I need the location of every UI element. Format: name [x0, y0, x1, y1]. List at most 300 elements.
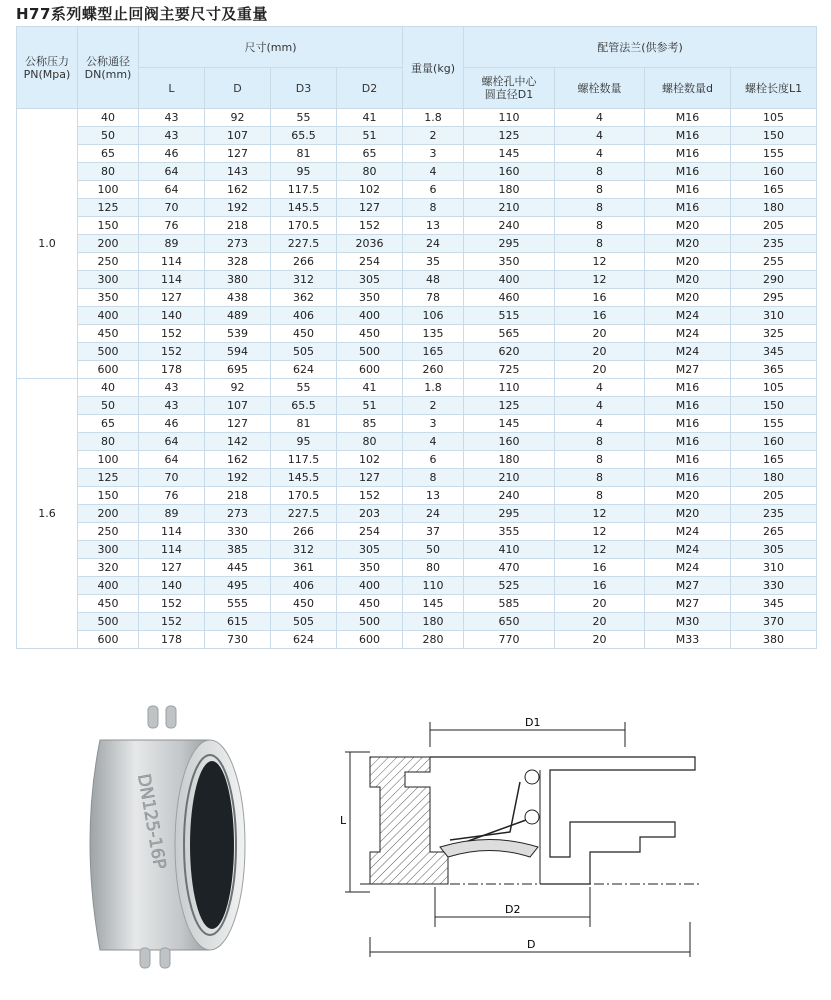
- cell-D3: 450: [271, 595, 337, 613]
- cell-D3: 312: [271, 271, 337, 289]
- header-row-1: [17, 27, 817, 68]
- cell-bolt-count: 16: [555, 289, 645, 307]
- cell-bolt-length: 160: [731, 433, 817, 451]
- cell-L: 140: [139, 307, 205, 325]
- cell-dn: 50: [78, 397, 139, 415]
- cell-dn: 50: [78, 127, 139, 145]
- cell-bolt-center: 125: [464, 397, 555, 415]
- cell-bolt-size: M30: [645, 613, 731, 631]
- table-row: [17, 613, 817, 631]
- cell-bolt-center: 240: [464, 487, 555, 505]
- cell-bolt-length: 105: [731, 379, 817, 397]
- cell-D2: 600: [337, 361, 403, 379]
- cell-bolt-count: 4: [555, 415, 645, 433]
- cell-D3: 266: [271, 253, 337, 271]
- cell-D: 218: [205, 217, 271, 235]
- cell-dn: 250: [78, 523, 139, 541]
- table-row: [17, 523, 817, 541]
- header-bolt-center-line2: 圆直径D1: [484, 88, 534, 101]
- header-bolt-center: [464, 68, 555, 109]
- header-D2: D2: [337, 68, 403, 109]
- cell-dn: 200: [78, 235, 139, 253]
- cell-bolt-center: 145: [464, 145, 555, 163]
- table-row: [17, 181, 817, 199]
- cell-weight: 6: [403, 451, 464, 469]
- cell-D3: 406: [271, 577, 337, 595]
- cell-L: 46: [139, 145, 205, 163]
- label-D1: D1: [525, 716, 541, 729]
- cell-L: 178: [139, 631, 205, 649]
- cell-bolt-center: 160: [464, 163, 555, 181]
- table-row: [17, 433, 817, 451]
- cell-dn: 600: [78, 361, 139, 379]
- table-row: [17, 541, 817, 559]
- cell-weight: 2: [403, 397, 464, 415]
- cell-D2: 2036: [337, 235, 403, 253]
- cell-L: 114: [139, 271, 205, 289]
- table-row: [17, 145, 817, 163]
- cell-bolt-length: 205: [731, 487, 817, 505]
- cell-bolt-center: 110: [464, 379, 555, 397]
- cell-weight: 280: [403, 631, 464, 649]
- cell-D3: 145.5: [271, 199, 337, 217]
- cell-weight: 110: [403, 577, 464, 595]
- cell-bolt-size: M27: [645, 361, 731, 379]
- cell-D2: 500: [337, 613, 403, 631]
- cell-dn: 65: [78, 145, 139, 163]
- table-row: [17, 217, 817, 235]
- cell-bolt-size: M16: [645, 199, 731, 217]
- cell-D: 489: [205, 307, 271, 325]
- cell-L: 89: [139, 505, 205, 523]
- cell-bolt-length: 205: [731, 217, 817, 235]
- cell-dn: 80: [78, 163, 139, 181]
- cell-bolt-center: 400: [464, 271, 555, 289]
- cell-D: 192: [205, 199, 271, 217]
- header-pn-line2: PN(Mpa): [23, 67, 71, 81]
- cell-bolt-count: 8: [555, 433, 645, 451]
- header-pn-line1: 公称压力: [25, 54, 69, 68]
- page-title: H77系列蝶型止回阀主要尺寸及重量: [16, 5, 268, 23]
- cell-bolt-count: 8: [555, 451, 645, 469]
- cell-D2: 85: [337, 415, 403, 433]
- cell-D: 92: [205, 109, 271, 127]
- cell-bolt-size: M20: [645, 289, 731, 307]
- cell-bolt-count: 8: [555, 217, 645, 235]
- cell-L: 64: [139, 181, 205, 199]
- cell-D2: 41: [337, 379, 403, 397]
- cell-D: 385: [205, 541, 271, 559]
- cell-D2: 152: [337, 217, 403, 235]
- cell-dn: 125: [78, 469, 139, 487]
- cell-D2: 102: [337, 451, 403, 469]
- cell-D: 615: [205, 613, 271, 631]
- table-row: [17, 577, 817, 595]
- table-row: [17, 397, 817, 415]
- cell-bolt-count: 16: [555, 559, 645, 577]
- cell-bolt-center: 650: [464, 613, 555, 631]
- cell-dn: 300: [78, 541, 139, 559]
- cell-bolt-length: 150: [731, 127, 817, 145]
- cell-weight: 4: [403, 433, 464, 451]
- cell-D2: 102: [337, 181, 403, 199]
- table-row: [17, 361, 817, 379]
- cell-weight: 260: [403, 361, 464, 379]
- cell-bolt-center: 125: [464, 127, 555, 145]
- cell-bolt-center: 515: [464, 307, 555, 325]
- cell-bolt-center: 240: [464, 217, 555, 235]
- cell-D: 127: [205, 145, 271, 163]
- table-row: [17, 379, 817, 397]
- cell-bolt-count: 20: [555, 631, 645, 649]
- cell-dn: 450: [78, 595, 139, 613]
- table-row: [17, 451, 817, 469]
- header-bolt-count: 螺栓数量: [555, 68, 645, 109]
- valve-photo: [60, 700, 250, 980]
- cell-bolt-count: 4: [555, 397, 645, 415]
- cell-weight: 24: [403, 235, 464, 253]
- cell-weight: 106: [403, 307, 464, 325]
- cell-D: 127: [205, 415, 271, 433]
- cell-bolt-count: 12: [555, 505, 645, 523]
- cell-bolt-count: 8: [555, 181, 645, 199]
- cell-D: 107: [205, 397, 271, 415]
- cell-bolt-center: 470: [464, 559, 555, 577]
- cell-L: 152: [139, 595, 205, 613]
- cell-bolt-center: 725: [464, 361, 555, 379]
- cell-bolt-size: M16: [645, 109, 731, 127]
- cell-D2: 51: [337, 127, 403, 145]
- cell-weight: 1.8: [403, 109, 464, 127]
- cell-bolt-length: 265: [731, 523, 817, 541]
- cell-bolt-count: 16: [555, 577, 645, 595]
- cell-dn: 300: [78, 271, 139, 289]
- cell-bolt-size: M16: [645, 145, 731, 163]
- cell-bolt-length: 295: [731, 289, 817, 307]
- cell-D: 594: [205, 343, 271, 361]
- cell-dn: 250: [78, 253, 139, 271]
- cell-dn: 100: [78, 181, 139, 199]
- table-row: [17, 415, 817, 433]
- cell-D2: 41: [337, 109, 403, 127]
- header-D: D: [205, 68, 271, 109]
- cell-bolt-length: 165: [731, 451, 817, 469]
- valve-lugs-top: [148, 706, 176, 728]
- cell-D3: 227.5: [271, 505, 337, 523]
- cell-bolt-size: M24: [645, 559, 731, 577]
- cell-bolt-size: M27: [645, 577, 731, 595]
- cell-bolt-center: 110: [464, 109, 555, 127]
- cell-bolt-size: M16: [645, 433, 731, 451]
- cell-weight: 145: [403, 595, 464, 613]
- cell-L: 76: [139, 487, 205, 505]
- cell-dn: 600: [78, 631, 139, 649]
- cell-bolt-length: 155: [731, 415, 817, 433]
- cell-bolt-length: 305: [731, 541, 817, 559]
- cell-bolt-size: M16: [645, 163, 731, 181]
- cell-bolt-length: 255: [731, 253, 817, 271]
- cell-weight: 78: [403, 289, 464, 307]
- table-row: [17, 199, 817, 217]
- cell-D: 330: [205, 523, 271, 541]
- cell-L: 64: [139, 451, 205, 469]
- cell-D3: 170.5: [271, 487, 337, 505]
- cell-D3: 170.5: [271, 217, 337, 235]
- cell-weight: 4: [403, 163, 464, 181]
- cell-bolt-count: 12: [555, 523, 645, 541]
- cell-bolt-center: 160: [464, 433, 555, 451]
- cell-dn: 320: [78, 559, 139, 577]
- cell-bolt-length: 330: [731, 577, 817, 595]
- cell-D3: 312: [271, 541, 337, 559]
- cell-D3: 624: [271, 631, 337, 649]
- cell-bolt-center: 210: [464, 469, 555, 487]
- cell-dn: 400: [78, 307, 139, 325]
- cell-L: 64: [139, 433, 205, 451]
- cell-bolt-length: 310: [731, 307, 817, 325]
- cell-bolt-center: 295: [464, 505, 555, 523]
- cell-bolt-length: 310: [731, 559, 817, 577]
- cell-D: 495: [205, 577, 271, 595]
- cell-bolt-center: 585: [464, 595, 555, 613]
- hinge-pin-top: [525, 770, 539, 784]
- cell-D3: 505: [271, 343, 337, 361]
- table-row: [17, 127, 817, 145]
- cell-weight: 6: [403, 181, 464, 199]
- cell-dn: 500: [78, 343, 139, 361]
- cell-weight: 37: [403, 523, 464, 541]
- cell-bolt-count: 4: [555, 109, 645, 127]
- cell-bolt-length: 235: [731, 505, 817, 523]
- cell-bolt-count: 12: [555, 541, 645, 559]
- cell-L: 140: [139, 577, 205, 595]
- cell-bolt-center: 770: [464, 631, 555, 649]
- cell-bolt-center: 295: [464, 235, 555, 253]
- cell-bolt-count: 8: [555, 469, 645, 487]
- cell-D3: 117.5: [271, 451, 337, 469]
- cell-D: 192: [205, 469, 271, 487]
- cell-D: 218: [205, 487, 271, 505]
- cell-D: 162: [205, 451, 271, 469]
- cell-L: 43: [139, 109, 205, 127]
- cell-bolt-count: 8: [555, 163, 645, 181]
- cell-D: 162: [205, 181, 271, 199]
- cell-bolt-center: 460: [464, 289, 555, 307]
- cell-L: 70: [139, 199, 205, 217]
- cell-L: 43: [139, 127, 205, 145]
- cell-D3: 65.5: [271, 397, 337, 415]
- cell-bolt-size: M16: [645, 127, 731, 145]
- cell-D3: 117.5: [271, 181, 337, 199]
- cell-D: 380: [205, 271, 271, 289]
- cell-L: 114: [139, 541, 205, 559]
- cell-D2: 127: [337, 469, 403, 487]
- spec-table-body: [17, 109, 817, 649]
- label-L: L: [340, 814, 347, 827]
- header-D3: D3: [271, 68, 337, 109]
- cell-bolt-length: 370: [731, 613, 817, 631]
- table-row: [17, 235, 817, 253]
- table-row: [17, 487, 817, 505]
- cell-weight: 2: [403, 127, 464, 145]
- valve-bore: [190, 761, 234, 929]
- cell-D2: 400: [337, 577, 403, 595]
- cell-D2: 80: [337, 163, 403, 181]
- cell-D2: 350: [337, 559, 403, 577]
- cell-dn: 150: [78, 487, 139, 505]
- cell-bolt-length: 150: [731, 397, 817, 415]
- cell-D3: 55: [271, 379, 337, 397]
- cell-bolt-count: 20: [555, 343, 645, 361]
- cell-D2: 254: [337, 523, 403, 541]
- cell-bolt-size: M24: [645, 307, 731, 325]
- cell-bolt-size: M24: [645, 325, 731, 343]
- cell-D3: 81: [271, 145, 337, 163]
- cell-bolt-size: M24: [645, 343, 731, 361]
- cell-D2: 305: [337, 541, 403, 559]
- cell-bolt-size: M33: [645, 631, 731, 649]
- cell-weight: 13: [403, 487, 464, 505]
- table-row: [17, 289, 817, 307]
- cell-D3: 505: [271, 613, 337, 631]
- cell-bolt-size: M20: [645, 487, 731, 505]
- cell-bolt-count: 4: [555, 379, 645, 397]
- header-bolt-length: 螺栓长度L1: [731, 68, 817, 109]
- cell-bolt-count: 20: [555, 325, 645, 343]
- cell-bolt-count: 20: [555, 361, 645, 379]
- header-weight: 重量(kg): [403, 27, 464, 109]
- cell-L: 178: [139, 361, 205, 379]
- cell-D3: 361: [271, 559, 337, 577]
- cell-bolt-length: 290: [731, 271, 817, 289]
- cell-D3: 362: [271, 289, 337, 307]
- cell-L: 114: [139, 523, 205, 541]
- header-bolt-size: 螺栓数量d: [645, 68, 731, 109]
- cell-L: 70: [139, 469, 205, 487]
- header-dn: [78, 27, 139, 109]
- cell-weight: 1.8: [403, 379, 464, 397]
- cell-bolt-count: 12: [555, 253, 645, 271]
- cell-weight: 165: [403, 343, 464, 361]
- cell-D: 143: [205, 163, 271, 181]
- table-row: [17, 595, 817, 613]
- cell-bolt-count: 20: [555, 613, 645, 631]
- header-flange-group: 配管法兰(供参考): [464, 27, 817, 68]
- cell-L: 127: [139, 289, 205, 307]
- cell-bolt-count: 4: [555, 145, 645, 163]
- cell-D: 445: [205, 559, 271, 577]
- header-pn: [17, 27, 78, 109]
- cell-D2: 127: [337, 199, 403, 217]
- valve-lugs-bottom: [140, 948, 170, 968]
- table-row: [17, 253, 817, 271]
- cell-bolt-size: M16: [645, 415, 731, 433]
- cell-D2: 450: [337, 595, 403, 613]
- cell-dn: 400: [78, 577, 139, 595]
- cell-dn: 40: [78, 379, 139, 397]
- pn-cell: 1.0: [17, 109, 78, 379]
- cell-bolt-center: 350: [464, 253, 555, 271]
- cell-dn: 65: [78, 415, 139, 433]
- cell-D2: 305: [337, 271, 403, 289]
- cell-D3: 266: [271, 523, 337, 541]
- cell-bolt-size: M20: [645, 253, 731, 271]
- cell-bolt-size: M24: [645, 541, 731, 559]
- body-outline: [430, 757, 695, 884]
- table-row: [17, 307, 817, 325]
- cell-D2: 600: [337, 631, 403, 649]
- cell-bolt-length: 365: [731, 361, 817, 379]
- cell-weight: 8: [403, 469, 464, 487]
- cell-bolt-length: 180: [731, 199, 817, 217]
- cell-bolt-size: M16: [645, 451, 731, 469]
- cell-bolt-center: 210: [464, 199, 555, 217]
- cell-D3: 55: [271, 109, 337, 127]
- cell-weight: 3: [403, 415, 464, 433]
- cell-weight: 135: [403, 325, 464, 343]
- cell-D2: 350: [337, 289, 403, 307]
- cell-D2: 500: [337, 343, 403, 361]
- cell-bolt-length: 345: [731, 343, 817, 361]
- cell-bolt-length: 160: [731, 163, 817, 181]
- cell-D2: 254: [337, 253, 403, 271]
- cell-weight: 48: [403, 271, 464, 289]
- header-dn-line1: 公称通径: [86, 54, 130, 68]
- cell-D3: 95: [271, 433, 337, 451]
- table-row: [17, 505, 817, 523]
- valve-engraving: DN125-16P: [133, 772, 170, 871]
- cell-bolt-length: 155: [731, 145, 817, 163]
- cell-bolt-count: 8: [555, 487, 645, 505]
- cell-D: 107: [205, 127, 271, 145]
- cell-D2: 203: [337, 505, 403, 523]
- cell-bolt-center: 410: [464, 541, 555, 559]
- table-row: [17, 343, 817, 361]
- cell-bolt-size: M20: [645, 217, 731, 235]
- seat-ring: [440, 840, 538, 858]
- cell-D3: 406: [271, 307, 337, 325]
- section-drawing: [340, 712, 720, 970]
- cell-bolt-size: M16: [645, 397, 731, 415]
- cell-bolt-size: M20: [645, 271, 731, 289]
- cell-bolt-center: 565: [464, 325, 555, 343]
- cell-D: 273: [205, 505, 271, 523]
- cell-D3: 227.5: [271, 235, 337, 253]
- cell-weight: 13: [403, 217, 464, 235]
- cell-dn: 150: [78, 217, 139, 235]
- cell-dn: 450: [78, 325, 139, 343]
- cell-L: 152: [139, 613, 205, 631]
- cell-weight: 24: [403, 505, 464, 523]
- cell-L: 64: [139, 163, 205, 181]
- cell-bolt-size: M24: [645, 523, 731, 541]
- cell-D2: 65: [337, 145, 403, 163]
- cell-D3: 95: [271, 163, 337, 181]
- cell-D: 555: [205, 595, 271, 613]
- label-D2: D2: [505, 903, 521, 916]
- cell-L: 76: [139, 217, 205, 235]
- cell-bolt-length: 235: [731, 235, 817, 253]
- cell-L: 127: [139, 559, 205, 577]
- cell-bolt-count: 8: [555, 199, 645, 217]
- header-size-group: 尺寸(mm): [139, 27, 403, 68]
- cell-bolt-length: 180: [731, 469, 817, 487]
- cell-D3: 145.5: [271, 469, 337, 487]
- header-L: L: [139, 68, 205, 109]
- cell-dn: 40: [78, 109, 139, 127]
- table-row: [17, 163, 817, 181]
- cell-D: 273: [205, 235, 271, 253]
